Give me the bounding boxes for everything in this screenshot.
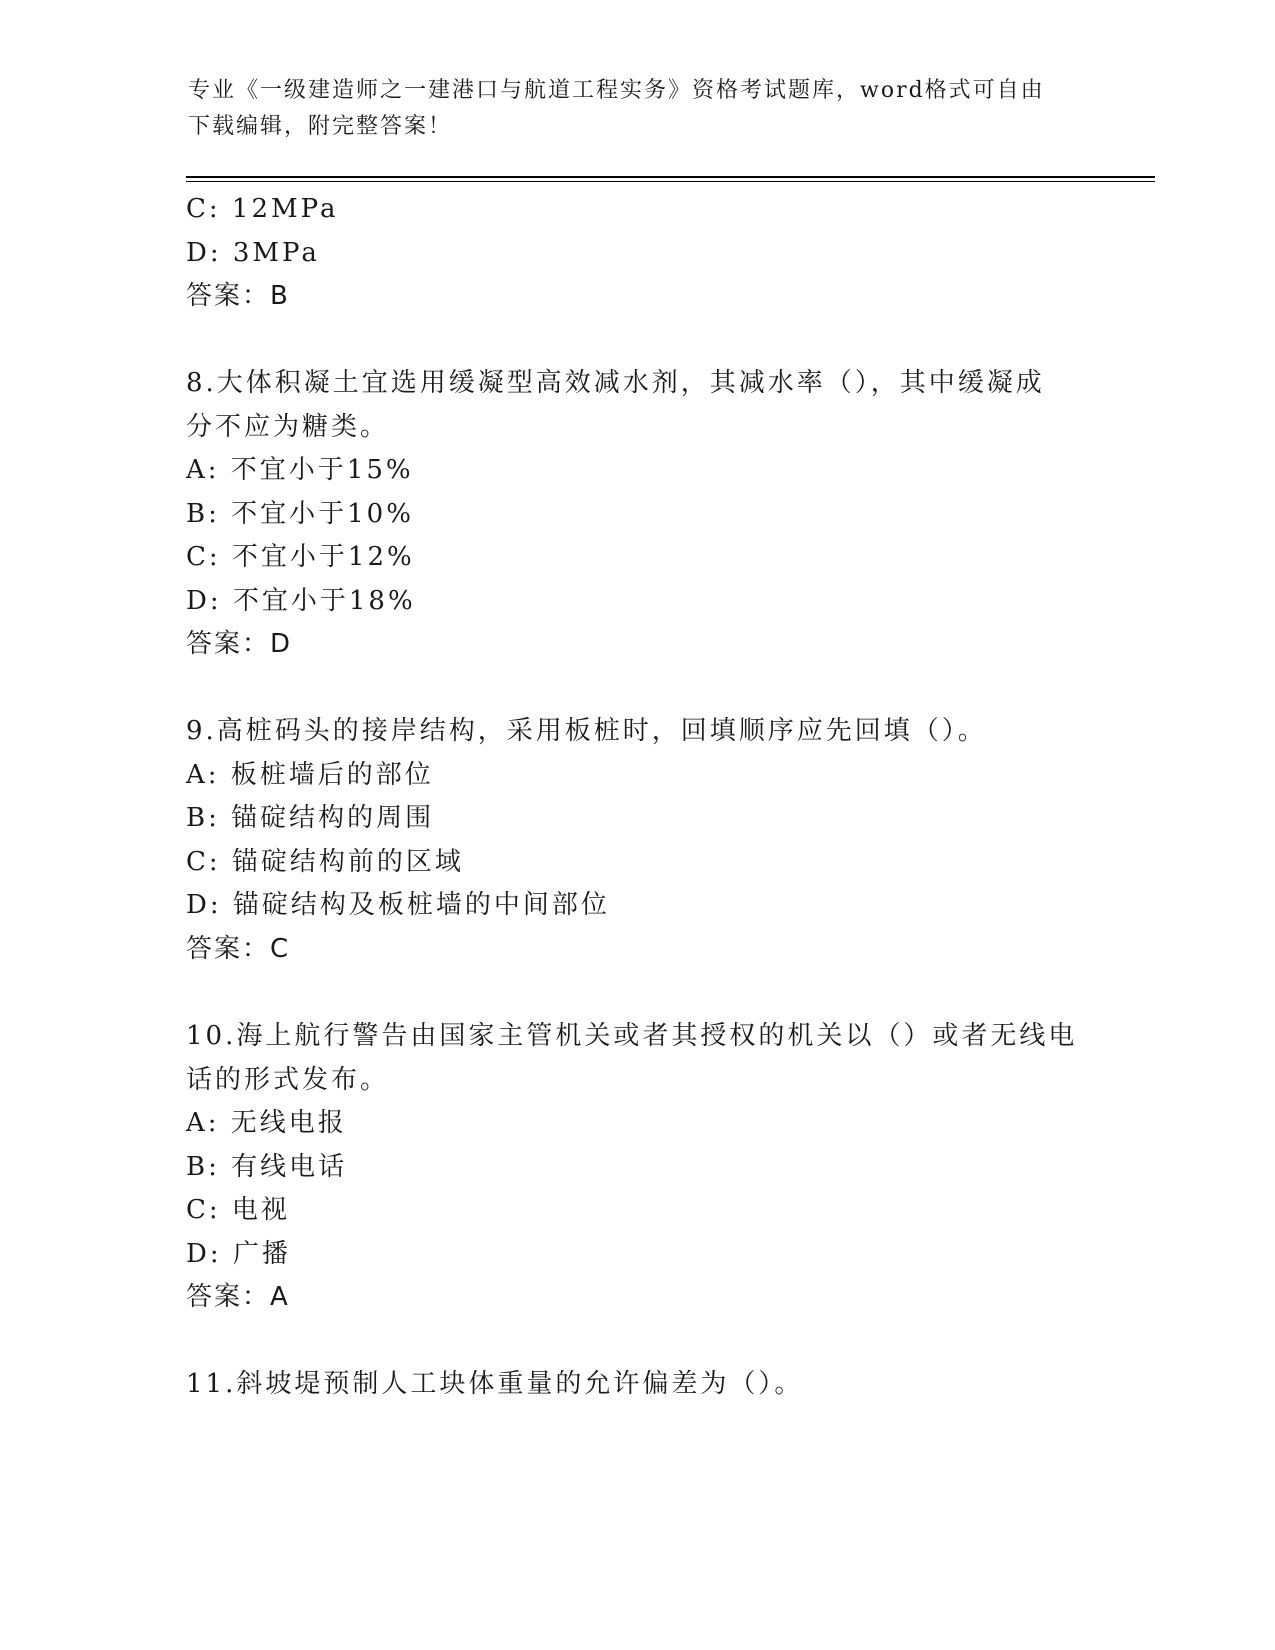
- q10-option-d: D: 广播: [186, 1239, 291, 1269]
- q9-option-b: B: 锚碇结构的周围: [186, 803, 435, 833]
- q8-answer: 答案：D: [186, 629, 293, 659]
- prev-option-d: D: 3MPa: [186, 238, 320, 268]
- q8-option-d: D: 不宜小于18%: [186, 586, 416, 616]
- header-line-2: 下载编辑，附完整答案！: [188, 114, 453, 139]
- q8-option-a: A: 不宜小于15%: [186, 455, 414, 485]
- prev-answer: 答案：B: [186, 281, 290, 311]
- document-header: [188, 73, 1068, 145]
- q10-option-b: B: 有线电话: [186, 1152, 348, 1182]
- q8-option-b: B: 不宜小于10%: [186, 499, 414, 529]
- q9-stem-line-1: 9.高桩码头的接岸结构，采用板桩时，回填顺序应先回填（）。: [186, 716, 987, 746]
- q9-option-a: A: 板桩墙后的部位: [186, 760, 434, 790]
- q9-answer: 答案：C: [186, 934, 291, 964]
- header-rule-thin: [186, 181, 1155, 182]
- q10-answer: 答案：A: [186, 1282, 290, 1312]
- q10-option-c: C: 电视: [186, 1195, 290, 1225]
- q9-option-d: D: 锚碇结构及板桩墙的中间部位: [186, 890, 610, 920]
- q8-option-c: C: 不宜小于12%: [186, 542, 415, 572]
- q10-stem-line-2: 话的形式发布。: [186, 1065, 390, 1095]
- q8-stem-line-2: 分不应为糖类。: [186, 412, 390, 442]
- prev-option-c: C: 12MPa: [186, 194, 339, 224]
- header-rule-thick: [186, 176, 1155, 178]
- header-line-1: 专业《一级建造师之一建港口与航道工程实务》资格考试题库，word格式可自由: [188, 78, 1045, 103]
- q8-stem-line-1: 8.大体积凝土宜选用缓凝型高效减水剂，其减水率（），其中缓凝成: [186, 368, 1045, 398]
- q10-option-a: A: 无线电报: [186, 1108, 347, 1138]
- q10-stem-line-1: 10.海上航行警告由国家主管机关或者其授权的机关以（）或者无线电: [186, 1021, 1078, 1051]
- q11-stem-line-1: 11.斜坡堤预制人工块体重量的允许偏差为（）。: [186, 1369, 804, 1399]
- q9-option-c: C: 锚碇结构前的区域: [186, 847, 464, 877]
